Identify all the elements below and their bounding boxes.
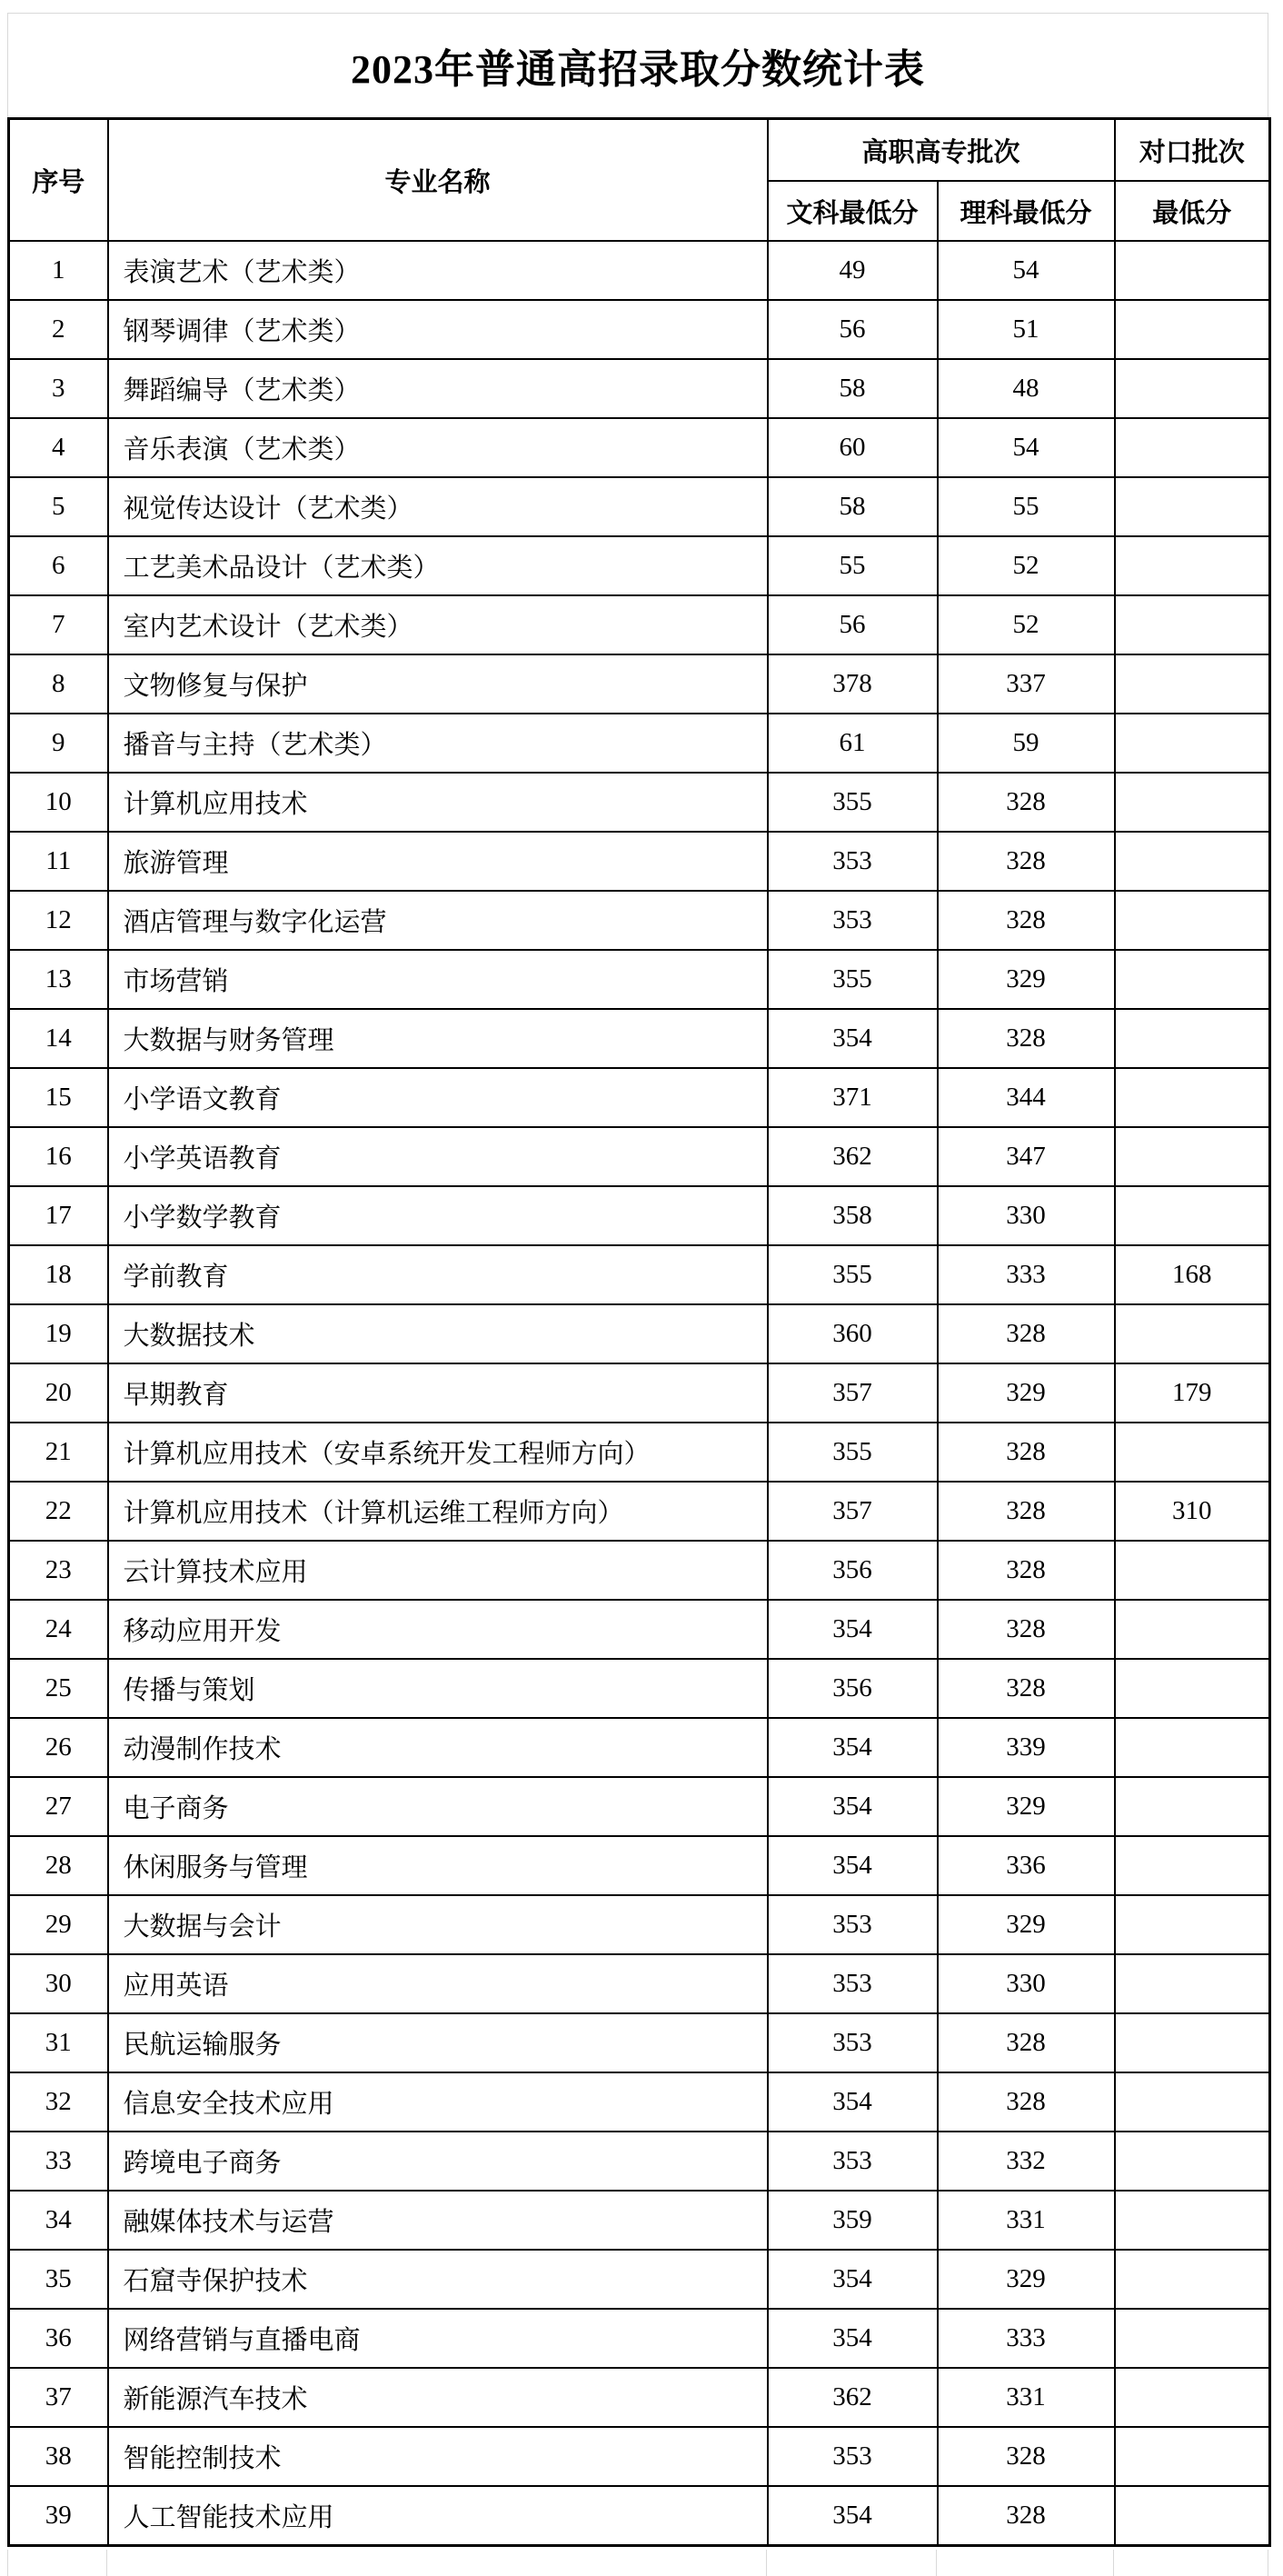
row-wenke-score-cell: 354 bbox=[768, 1009, 938, 1068]
row-duikou-score-cell bbox=[1115, 714, 1270, 773]
row-index-cell: 12 bbox=[9, 891, 108, 950]
row-index-cell: 22 bbox=[9, 1482, 108, 1541]
row-duikou-score-cell bbox=[1115, 477, 1270, 536]
row-wenke-score-cell: 354 bbox=[768, 2309, 938, 2368]
table-row bbox=[9, 1423, 1270, 1482]
row-index-cell: 38 bbox=[9, 2427, 108, 2486]
row-like-score-cell: 328 bbox=[938, 1659, 1115, 1718]
gridline bbox=[1113, 2550, 1114, 2576]
table-body bbox=[9, 241, 1270, 2546]
row-index-cell: 6 bbox=[9, 536, 108, 595]
table-row bbox=[9, 654, 1270, 714]
row-index-cell: 34 bbox=[9, 2191, 108, 2250]
table-row bbox=[9, 536, 1270, 595]
gridline bbox=[936, 2550, 937, 2576]
row-duikou-score-cell bbox=[1115, 241, 1270, 300]
gridline bbox=[106, 2550, 107, 2576]
row-major-cell: 大数据与财务管理 bbox=[108, 1009, 768, 1068]
row-index-cell: 16 bbox=[9, 1127, 108, 1186]
row-like-score-cell: 328 bbox=[938, 1600, 1115, 1659]
row-wenke-score-cell: 49 bbox=[768, 241, 938, 300]
row-like-score-cell: 331 bbox=[938, 2191, 1115, 2250]
row-wenke-score-cell: 354 bbox=[768, 2072, 938, 2132]
row-major-cell: 小学语文教育 bbox=[108, 1068, 768, 1127]
row-duikou-score-cell bbox=[1115, 1541, 1270, 1600]
row-duikou-score-cell bbox=[1115, 891, 1270, 950]
row-major-cell: 文物修复与保护 bbox=[108, 654, 768, 714]
row-wenke-score-cell: 355 bbox=[768, 950, 938, 1009]
table-row bbox=[9, 2132, 1270, 2191]
row-index-cell: 14 bbox=[9, 1009, 108, 1068]
row-major-cell: 学前教育 bbox=[108, 1245, 768, 1304]
column-header-major: 专业名称 bbox=[108, 119, 768, 242]
row-duikou-score-cell bbox=[1115, 2013, 1270, 2072]
row-wenke-score-cell: 353 bbox=[768, 2013, 938, 2072]
row-duikou-score-cell bbox=[1115, 1186, 1270, 1245]
table-row bbox=[9, 2013, 1270, 2072]
sheet-gridline-strip bbox=[0, 2550, 1283, 2576]
table-row bbox=[9, 1659, 1270, 1718]
row-duikou-score-cell bbox=[1115, 832, 1270, 891]
row-wenke-score-cell: 371 bbox=[768, 1068, 938, 1127]
row-like-score-cell: 336 bbox=[938, 1836, 1115, 1895]
row-wenke-score-cell: 55 bbox=[768, 536, 938, 595]
admission-scores-table bbox=[7, 117, 1271, 2547]
row-like-score-cell: 51 bbox=[938, 300, 1115, 359]
row-wenke-score-cell: 359 bbox=[768, 2191, 938, 2250]
gridline bbox=[7, 2550, 8, 2576]
row-index-cell: 26 bbox=[9, 1718, 108, 1777]
row-like-score-cell: 52 bbox=[938, 595, 1115, 654]
table-row bbox=[9, 1245, 1270, 1304]
row-wenke-score-cell: 362 bbox=[768, 2368, 938, 2427]
row-duikou-score-cell: 168 bbox=[1115, 1245, 1270, 1304]
row-wenke-score-cell: 56 bbox=[768, 300, 938, 359]
row-like-score-cell: 329 bbox=[938, 950, 1115, 1009]
row-index-cell: 37 bbox=[9, 2368, 108, 2427]
row-index-cell: 31 bbox=[9, 2013, 108, 2072]
row-duikou-score-cell bbox=[1115, 2486, 1270, 2546]
row-duikou-score-cell bbox=[1115, 773, 1270, 832]
row-major-cell: 舞蹈编导（艺术类） bbox=[108, 359, 768, 418]
table-row bbox=[9, 773, 1270, 832]
table-row bbox=[9, 477, 1270, 536]
row-major-cell: 跨境电子商务 bbox=[108, 2132, 768, 2191]
row-index-cell: 24 bbox=[9, 1600, 108, 1659]
row-wenke-score-cell: 354 bbox=[768, 1836, 938, 1895]
row-wenke-score-cell: 58 bbox=[768, 477, 938, 536]
column-header-zuidifen: 最低分 bbox=[1115, 181, 1270, 241]
row-like-score-cell: 329 bbox=[938, 1895, 1115, 1954]
row-duikou-score-cell bbox=[1115, 2368, 1270, 2427]
row-major-cell: 融媒体技术与运营 bbox=[108, 2191, 768, 2250]
row-wenke-score-cell: 362 bbox=[768, 1127, 938, 1186]
row-index-cell: 36 bbox=[9, 2309, 108, 2368]
row-major-cell: 计算机应用技术 bbox=[108, 773, 768, 832]
row-duikou-score-cell bbox=[1115, 654, 1270, 714]
row-major-cell: 智能控制技术 bbox=[108, 2427, 768, 2486]
row-major-cell: 人工智能技术应用 bbox=[108, 2486, 768, 2546]
row-wenke-score-cell: 356 bbox=[768, 1541, 938, 1600]
row-like-score-cell: 332 bbox=[938, 2132, 1115, 2191]
row-like-score-cell: 347 bbox=[938, 1127, 1115, 1186]
row-wenke-score-cell: 353 bbox=[768, 832, 938, 891]
row-wenke-score-cell: 360 bbox=[768, 1304, 938, 1363]
row-wenke-score-cell: 56 bbox=[768, 595, 938, 654]
row-duikou-score-cell bbox=[1115, 2250, 1270, 2309]
row-index-cell: 20 bbox=[9, 1363, 108, 1423]
row-index-cell: 27 bbox=[9, 1777, 108, 1836]
row-like-score-cell: 331 bbox=[938, 2368, 1115, 2427]
row-like-score-cell: 328 bbox=[938, 2486, 1115, 2546]
row-major-cell: 电子商务 bbox=[108, 1777, 768, 1836]
row-wenke-score-cell: 353 bbox=[768, 891, 938, 950]
table-row bbox=[9, 1363, 1270, 1423]
row-index-cell: 29 bbox=[9, 1895, 108, 1954]
table-row bbox=[9, 2191, 1270, 2250]
row-index-cell: 25 bbox=[9, 1659, 108, 1718]
row-duikou-score-cell bbox=[1115, 2309, 1270, 2368]
row-wenke-score-cell: 355 bbox=[768, 1423, 938, 1482]
row-major-cell: 休闲服务与管理 bbox=[108, 1836, 768, 1895]
row-major-cell: 早期教育 bbox=[108, 1363, 768, 1423]
table-row bbox=[9, 2486, 1270, 2546]
row-duikou-score-cell: 179 bbox=[1115, 1363, 1270, 1423]
row-like-score-cell: 337 bbox=[938, 654, 1115, 714]
column-header-wenke: 文科最低分 bbox=[768, 181, 938, 241]
page-title: 2023年普通高招录取分数统计表 bbox=[7, 13, 1268, 117]
table-row bbox=[9, 2250, 1270, 2309]
column-header-index: 序号 bbox=[9, 119, 108, 242]
table-row bbox=[9, 2427, 1270, 2486]
row-wenke-score-cell: 354 bbox=[768, 2486, 938, 2546]
row-like-score-cell: 333 bbox=[938, 1245, 1115, 1304]
table-row bbox=[9, 1777, 1270, 1836]
row-index-cell: 13 bbox=[9, 950, 108, 1009]
column-group-gaozhi: 高职高专批次 bbox=[768, 119, 1115, 182]
row-duikou-score-cell bbox=[1115, 1127, 1270, 1186]
row-index-cell: 18 bbox=[9, 1245, 108, 1304]
row-duikou-score-cell bbox=[1115, 2427, 1270, 2486]
row-major-cell: 传播与策划 bbox=[108, 1659, 768, 1718]
row-duikou-score-cell bbox=[1115, 1304, 1270, 1363]
row-duikou-score-cell bbox=[1115, 1895, 1270, 1954]
row-index-cell: 33 bbox=[9, 2132, 108, 2191]
row-like-score-cell: 328 bbox=[938, 2013, 1115, 2072]
row-wenke-score-cell: 353 bbox=[768, 2427, 938, 2486]
row-index-cell: 2 bbox=[9, 300, 108, 359]
row-duikou-score-cell bbox=[1115, 359, 1270, 418]
table-row bbox=[9, 1954, 1270, 2013]
row-like-score-cell: 333 bbox=[938, 2309, 1115, 2368]
table-row bbox=[9, 241, 1270, 300]
table-row bbox=[9, 891, 1270, 950]
table-row bbox=[9, 1482, 1270, 1541]
row-index-cell: 5 bbox=[9, 477, 108, 536]
row-wenke-score-cell: 355 bbox=[768, 1245, 938, 1304]
row-major-cell: 大数据技术 bbox=[108, 1304, 768, 1363]
row-major-cell: 计算机应用技术（安卓系统开发工程师方向） bbox=[108, 1423, 768, 1482]
row-major-cell: 市场营销 bbox=[108, 950, 768, 1009]
row-major-cell: 工艺美术品设计（艺术类） bbox=[108, 536, 768, 595]
row-wenke-score-cell: 357 bbox=[768, 1363, 938, 1423]
table-row bbox=[9, 832, 1270, 891]
row-major-cell: 新能源汽车技术 bbox=[108, 2368, 768, 2427]
row-index-cell: 35 bbox=[9, 2250, 108, 2309]
row-major-cell: 室内艺术设计（艺术类） bbox=[108, 595, 768, 654]
table-row bbox=[9, 595, 1270, 654]
row-duikou-score-cell bbox=[1115, 1836, 1270, 1895]
row-major-cell: 大数据与会计 bbox=[108, 1895, 768, 1954]
row-major-cell: 应用英语 bbox=[108, 1954, 768, 2013]
row-duikou-score-cell bbox=[1115, 1009, 1270, 1068]
row-index-cell: 17 bbox=[9, 1186, 108, 1245]
table-header bbox=[9, 119, 1270, 242]
column-header-like: 理科最低分 bbox=[938, 181, 1115, 241]
row-major-cell: 钢琴调律（艺术类） bbox=[108, 300, 768, 359]
table-row bbox=[9, 1600, 1270, 1659]
row-like-score-cell: 329 bbox=[938, 2250, 1115, 2309]
row-major-cell: 网络营销与直播电商 bbox=[108, 2309, 768, 2368]
row-index-cell: 4 bbox=[9, 418, 108, 477]
row-major-cell: 视觉传达设计（艺术类） bbox=[108, 477, 768, 536]
table-row bbox=[9, 1304, 1270, 1363]
row-duikou-score-cell bbox=[1115, 2072, 1270, 2132]
row-duikou-score-cell bbox=[1115, 300, 1270, 359]
row-major-cell: 民航运输服务 bbox=[108, 2013, 768, 2072]
row-like-score-cell: 328 bbox=[938, 891, 1115, 950]
row-like-score-cell: 344 bbox=[938, 1068, 1115, 1127]
row-wenke-score-cell: 60 bbox=[768, 418, 938, 477]
row-major-cell: 音乐表演（艺术类） bbox=[108, 418, 768, 477]
row-index-cell: 21 bbox=[9, 1423, 108, 1482]
row-like-score-cell: 328 bbox=[938, 1423, 1115, 1482]
row-like-score-cell: 328 bbox=[938, 2072, 1115, 2132]
row-wenke-score-cell: 354 bbox=[768, 1600, 938, 1659]
row-index-cell: 32 bbox=[9, 2072, 108, 2132]
row-index-cell: 23 bbox=[9, 1541, 108, 1600]
row-like-score-cell: 330 bbox=[938, 1954, 1115, 2013]
row-like-score-cell: 328 bbox=[938, 2427, 1115, 2486]
row-index-cell: 11 bbox=[9, 832, 108, 891]
row-duikou-score-cell bbox=[1115, 418, 1270, 477]
row-major-cell: 计算机应用技术（计算机运维工程师方向） bbox=[108, 1482, 768, 1541]
row-duikou-score-cell bbox=[1115, 595, 1270, 654]
row-major-cell: 旅游管理 bbox=[108, 832, 768, 891]
row-duikou-score-cell bbox=[1115, 1068, 1270, 1127]
table-row bbox=[9, 1541, 1270, 1600]
row-wenke-score-cell: 354 bbox=[768, 2250, 938, 2309]
row-duikou-score-cell bbox=[1115, 536, 1270, 595]
table-row bbox=[9, 2072, 1270, 2132]
table-row bbox=[9, 1068, 1270, 1127]
row-major-cell: 信息安全技术应用 bbox=[108, 2072, 768, 2132]
row-wenke-score-cell: 354 bbox=[768, 1777, 938, 1836]
row-duikou-score-cell bbox=[1115, 1718, 1270, 1777]
table-row bbox=[9, 1186, 1270, 1245]
row-index-cell: 19 bbox=[9, 1304, 108, 1363]
row-duikou-score-cell: 310 bbox=[1115, 1482, 1270, 1541]
row-major-cell: 酒店管理与数字化运营 bbox=[108, 891, 768, 950]
row-major-cell: 石窟寺保护技术 bbox=[108, 2250, 768, 2309]
row-wenke-score-cell: 58 bbox=[768, 359, 938, 418]
row-like-score-cell: 54 bbox=[938, 418, 1115, 477]
row-wenke-score-cell: 358 bbox=[768, 1186, 938, 1245]
row-like-score-cell: 328 bbox=[938, 1482, 1115, 1541]
row-index-cell: 7 bbox=[9, 595, 108, 654]
table-row bbox=[9, 359, 1270, 418]
row-wenke-score-cell: 354 bbox=[768, 1718, 938, 1777]
row-like-score-cell: 328 bbox=[938, 1009, 1115, 1068]
row-like-score-cell: 55 bbox=[938, 477, 1115, 536]
row-wenke-score-cell: 357 bbox=[768, 1482, 938, 1541]
row-major-cell: 小学英语教育 bbox=[108, 1127, 768, 1186]
row-like-score-cell: 48 bbox=[938, 359, 1115, 418]
row-like-score-cell: 328 bbox=[938, 1304, 1115, 1363]
row-index-cell: 28 bbox=[9, 1836, 108, 1895]
row-like-score-cell: 328 bbox=[938, 773, 1115, 832]
row-wenke-score-cell: 353 bbox=[768, 1954, 938, 2013]
row-index-cell: 30 bbox=[9, 1954, 108, 2013]
row-duikou-score-cell bbox=[1115, 1659, 1270, 1718]
row-duikou-score-cell bbox=[1115, 1600, 1270, 1659]
row-major-cell: 动漫制作技术 bbox=[108, 1718, 768, 1777]
table-row bbox=[9, 714, 1270, 773]
table-row bbox=[9, 1718, 1270, 1777]
table-row bbox=[9, 1895, 1270, 1954]
row-major-cell: 小学数学教育 bbox=[108, 1186, 768, 1245]
row-duikou-score-cell bbox=[1115, 2132, 1270, 2191]
table-row bbox=[9, 300, 1270, 359]
row-like-score-cell: 329 bbox=[938, 1363, 1115, 1423]
row-index-cell: 15 bbox=[9, 1068, 108, 1127]
row-duikou-score-cell bbox=[1115, 1954, 1270, 2013]
table-row bbox=[9, 2368, 1270, 2427]
row-major-cell: 移动应用开发 bbox=[108, 1600, 768, 1659]
row-index-cell: 9 bbox=[9, 714, 108, 773]
row-duikou-score-cell bbox=[1115, 950, 1270, 1009]
row-duikou-score-cell bbox=[1115, 2191, 1270, 2250]
table-row bbox=[9, 1836, 1270, 1895]
row-index-cell: 39 bbox=[9, 2486, 108, 2546]
row-like-score-cell: 54 bbox=[938, 241, 1115, 300]
gridline bbox=[766, 2550, 767, 2576]
row-major-cell: 播音与主持（艺术类） bbox=[108, 714, 768, 773]
table-row bbox=[9, 2309, 1270, 2368]
row-wenke-score-cell: 61 bbox=[768, 714, 938, 773]
row-major-cell: 表演艺术（艺术类） bbox=[108, 241, 768, 300]
row-index-cell: 10 bbox=[9, 773, 108, 832]
row-wenke-score-cell: 378 bbox=[768, 654, 938, 714]
row-like-score-cell: 59 bbox=[938, 714, 1115, 773]
row-like-score-cell: 339 bbox=[938, 1718, 1115, 1777]
row-wenke-score-cell: 355 bbox=[768, 773, 938, 832]
row-wenke-score-cell: 356 bbox=[768, 1659, 938, 1718]
row-duikou-score-cell bbox=[1115, 1423, 1270, 1482]
row-index-cell: 8 bbox=[9, 654, 108, 714]
row-index-cell: 3 bbox=[9, 359, 108, 418]
row-like-score-cell: 52 bbox=[938, 536, 1115, 595]
row-major-cell: 云计算技术应用 bbox=[108, 1541, 768, 1600]
row-wenke-score-cell: 353 bbox=[768, 1895, 938, 1954]
table-row bbox=[9, 1127, 1270, 1186]
table-row bbox=[9, 418, 1270, 477]
row-like-score-cell: 328 bbox=[938, 832, 1115, 891]
column-group-duikou: 对口批次 bbox=[1115, 119, 1270, 182]
row-like-score-cell: 329 bbox=[938, 1777, 1115, 1836]
table-row bbox=[9, 1009, 1270, 1068]
row-like-score-cell: 330 bbox=[938, 1186, 1115, 1245]
row-like-score-cell: 328 bbox=[938, 1541, 1115, 1600]
row-index-cell: 1 bbox=[9, 241, 108, 300]
row-duikou-score-cell bbox=[1115, 1777, 1270, 1836]
table-row bbox=[9, 950, 1270, 1009]
row-wenke-score-cell: 353 bbox=[768, 2132, 938, 2191]
